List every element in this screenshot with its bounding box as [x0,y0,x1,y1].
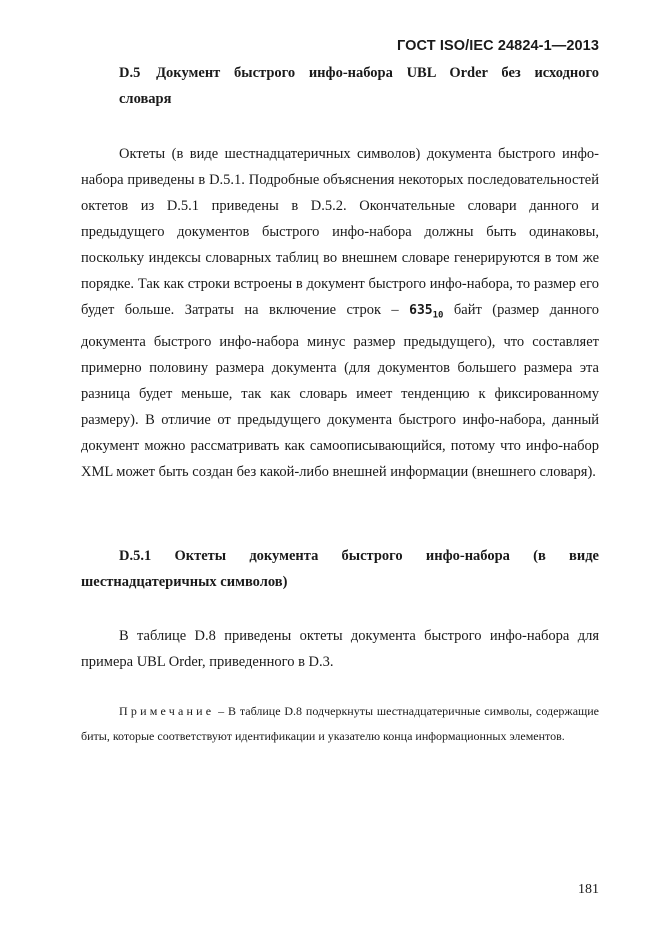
section-d51-title-line2: шестнадцатеричных символов) [81,574,288,590]
note-label: Примечание [119,704,215,718]
section-d5-title: Документ быстрого инфо-набора UBL Order без исходного [156,65,599,81]
octet-count-value: $635_{10}$ [409,303,444,321]
document-standard-header: ГОСТ ISO/IEC 24824-1—2013 [397,38,599,54]
note-text: – В таблице D.8 подчеркнуты шестнадцатеричные символы, содержащие биты, которые соответствуют идентификации и указателю конца информационных элементов. [81,704,600,743]
section-d51-heading [81,543,599,595]
section-d5-title-line2: словаря [119,91,172,107]
para1-text-before: Октеты (в виде шестнадцатеричных символов) документа быстрого инфо-набора приведены в D.5.1. Подробные объяснения некоторых последовательностей октетов из D.5.1 приведены в D.5.2. Окончательные словари данного и предыдущего документов быстрого инфо-набора должны быть одинаковы, поскольку индексы словарных таблиц во внешнем словаре генерируются в том же порядке. Так как строки встроены в документ быстрого инфо-набора, то размер его будет больше. Затраты на включение строк – [81,146,599,318]
para1-text-after: байт (размер данного документа быстрого инфо-набора минус размер предыдущего), что составляет примерно половину размера документа (для документов большего размера эта разница будет меньше, так как словарь имеет тенденцию к фиксированному размеру). В отличие от предыдущего документа быстрого инфо-набора, данный документ можно рассматривать как самоописывающийся, потому что инфо-набор XML может быть создан без какой-либо внешней информации (внешнего словаря). [81,302,599,480]
note-paragraph [81,699,599,749]
page-number: 181 [578,882,599,897]
section-d51-title-line1: D.5.1 Октеты документа быстрого инфо-набора (в виде [119,548,599,564]
section-d5-number: D.5 [119,65,141,81]
body-paragraph-1 [81,141,599,485]
section-d5-heading [119,60,599,112]
section-d5-title-line1 [119,60,599,86]
body-paragraph-2: В таблице D.8 приведены октеты документа быстрого инфо-набора для примера UBL Order, приведенного в D.3. [81,628,599,670]
